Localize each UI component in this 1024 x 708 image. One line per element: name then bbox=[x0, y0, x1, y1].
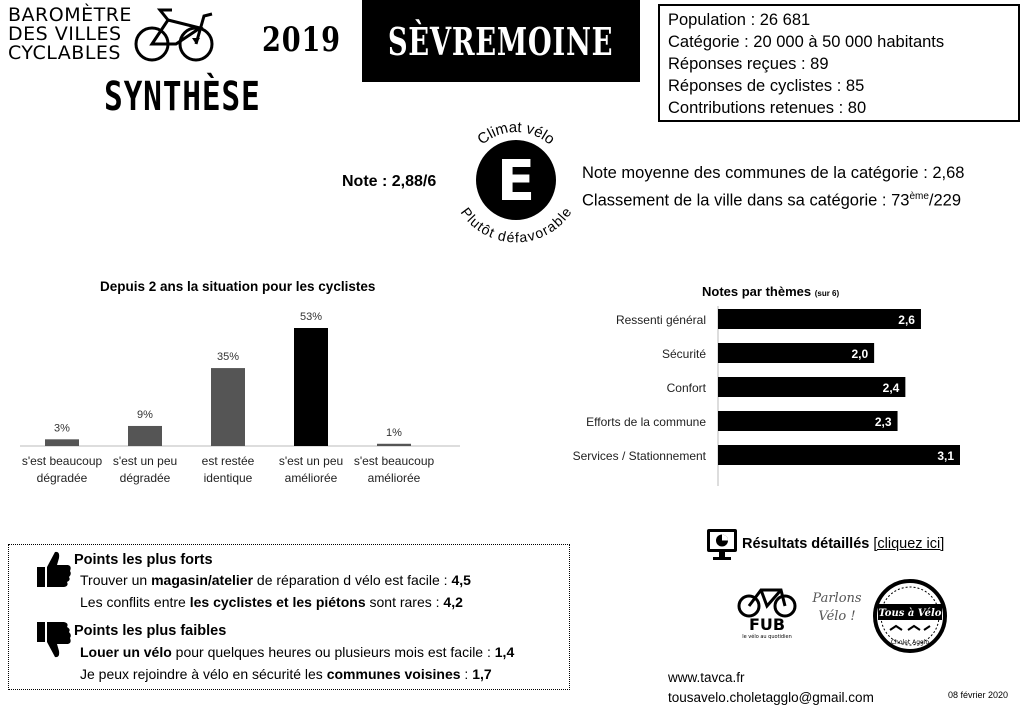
situation-bar bbox=[128, 426, 162, 446]
population: Population : 26 681 bbox=[668, 11, 811, 29]
logo-line-1: BAROMÈTRE bbox=[8, 4, 132, 26]
logo-line-2: DES VILLES bbox=[8, 23, 122, 45]
tous-a-velo-logo bbox=[872, 578, 948, 654]
theme-category-label: Efforts de la commune bbox=[586, 415, 706, 429]
thumbs-down-icon bbox=[34, 620, 72, 660]
strong-point-1 bbox=[80, 572, 471, 588]
weak-points-title: Points les plus faibles bbox=[74, 623, 227, 639]
situation-category-label: s'est un peu bbox=[278, 454, 344, 468]
strong-1-post: de réparation d vélo est facile : bbox=[253, 572, 452, 588]
year: 2019 bbox=[262, 20, 341, 60]
theme-category-label: Ressenti général bbox=[615, 313, 706, 327]
theme-bar bbox=[718, 377, 905, 397]
parlons-line-1: Parlons bbox=[812, 591, 862, 606]
theme-value-label: 2,3 bbox=[874, 415, 892, 429]
fub-logo bbox=[736, 586, 798, 640]
city-banner bbox=[362, 0, 640, 82]
weak-2-pre: Je peux rejoindre à vélo en sécurité les bbox=[80, 666, 327, 682]
contact-info bbox=[668, 668, 874, 708]
situation-category-label: dégradée bbox=[36, 471, 88, 485]
results-label: Résultats détaillés bbox=[742, 536, 870, 552]
themes-title-note: (sur 6) bbox=[814, 289, 840, 298]
weak-1-bold: Louer un vélo bbox=[80, 644, 172, 660]
grade-letter: E bbox=[496, 149, 536, 214]
situation-value-label: 35% bbox=[216, 351, 240, 364]
weak-2-score: 1,7 bbox=[472, 666, 492, 682]
situation-chart-title: Depuis 2 ans la situation pour les cyclistes bbox=[100, 279, 376, 294]
strong-1-score: 4,5 bbox=[451, 572, 471, 588]
theme-category-label: Confort bbox=[666, 381, 706, 395]
rank-sup: ème bbox=[909, 191, 929, 202]
rank-suffix: /229 bbox=[928, 191, 962, 210]
situation-bar bbox=[377, 444, 411, 446]
situation-category-label: identique bbox=[203, 471, 253, 485]
monitor-chart-icon bbox=[706, 528, 738, 562]
city-name: SÈVREMOINE bbox=[388, 18, 614, 64]
theme-bar bbox=[718, 445, 960, 465]
strong-point-2 bbox=[80, 594, 463, 610]
situation-category-label: améliorée bbox=[284, 471, 338, 485]
weak-2-bold: communes voisines bbox=[326, 666, 461, 682]
strong-2-pre: Les conflits entre bbox=[80, 594, 190, 610]
situation-value-label: 53% bbox=[299, 311, 323, 323]
responses: Réponses reçues : 89 bbox=[668, 55, 829, 73]
cyclist-responses: Réponses de cyclistes : 85 bbox=[668, 77, 865, 95]
situation-value-label: 3% bbox=[54, 422, 70, 435]
tav-sub: Cholet Agglo bbox=[890, 639, 930, 646]
situation-bar bbox=[294, 328, 328, 446]
situation-category-label: s'est beaucoup bbox=[353, 454, 435, 468]
thumbs-up-icon bbox=[34, 549, 72, 589]
stats-box bbox=[658, 4, 1020, 122]
theme-value-label: 2,0 bbox=[851, 347, 869, 361]
situation-bar bbox=[211, 368, 245, 446]
logo-line-3: CYCLABLES bbox=[8, 42, 121, 64]
weak-2-post: : bbox=[460, 666, 473, 682]
bicycle-icon bbox=[132, 4, 216, 64]
contributions: Contributions retenues : 80 bbox=[668, 99, 867, 117]
situation-bar bbox=[45, 439, 79, 446]
rank-prefix: Classement de la ville dans sa catégorie : 73 bbox=[582, 191, 910, 210]
fub-sub: le vélo au quotidien bbox=[742, 634, 792, 640]
theme-value-label: 3,1 bbox=[937, 449, 954, 463]
publication-date: 08 février 2020 bbox=[948, 690, 1009, 700]
website-link[interactable]: www.tavca.fr bbox=[668, 670, 745, 685]
strong-1-bold: magasin/atelier bbox=[151, 572, 254, 588]
city-note: Note : 2,88/6 bbox=[342, 173, 437, 190]
themes-chart-title bbox=[702, 284, 839, 299]
parlons-line-2: Vélo ! bbox=[818, 609, 856, 624]
strong-points-title: Points les plus forts bbox=[74, 552, 213, 568]
situation-category-label: s'est beaucoup bbox=[21, 454, 103, 468]
synthese-title: SYNTHÈSE bbox=[104, 74, 261, 120]
weak-point-2 bbox=[80, 666, 492, 682]
weak-point-1 bbox=[80, 644, 514, 660]
theme-value-label: 2,4 bbox=[882, 381, 900, 395]
average-line: Note moyenne des communes de la catégorie : 2,68 bbox=[582, 164, 965, 182]
climate-top-label: Climat vélo bbox=[474, 118, 558, 149]
weak-1-post: pour quelques heures ou plusieurs mois est facile : bbox=[171, 644, 495, 660]
results-link[interactable]: [cliquez ici] bbox=[873, 536, 945, 552]
parlons-velo-logo bbox=[806, 590, 868, 638]
category-average bbox=[582, 162, 964, 213]
category: Catégorie : 20 000 à 50 000 habitants bbox=[668, 33, 945, 51]
climate-bottom-label: Plutôt défavorable bbox=[457, 204, 575, 246]
themes-title-text: Notes par thèmes bbox=[702, 284, 812, 299]
weak-1-score: 1,4 bbox=[494, 644, 515, 660]
detailed-results bbox=[742, 536, 944, 552]
tav-text: Tous à Vélo bbox=[878, 608, 942, 619]
situation-category-label: est restée bbox=[201, 454, 255, 468]
situation-category-label: améliorée bbox=[367, 471, 421, 485]
situation-category-label: dégradée bbox=[119, 471, 171, 485]
strong-2-post: sont rares : bbox=[365, 594, 444, 610]
situation-category-label: s'est un peu bbox=[112, 454, 178, 468]
email-link[interactable]: tousavelo.choletagglo@gmail.com bbox=[668, 690, 874, 705]
strong-2-score: 4,2 bbox=[443, 594, 463, 610]
theme-category-label: Services / Stationnement bbox=[572, 449, 706, 463]
theme-bar bbox=[718, 411, 898, 431]
theme-value-label: 2,6 bbox=[898, 313, 915, 327]
situation-value-label: 1% bbox=[386, 426, 402, 439]
situation-value-label: 9% bbox=[137, 408, 153, 421]
fub-text: FUB bbox=[748, 615, 786, 634]
themes-chart bbox=[540, 306, 980, 486]
situation-chart bbox=[20, 296, 460, 496]
strong-1-pre: Trouver un bbox=[80, 572, 152, 588]
barometre-logo-text bbox=[8, 6, 132, 63]
theme-category-label: Sécurité bbox=[661, 347, 706, 361]
theme-bar bbox=[718, 309, 921, 329]
rank-line bbox=[582, 185, 964, 213]
strong-2-bold: les cyclistes et les piétons bbox=[189, 594, 366, 610]
climate-badge bbox=[444, 108, 588, 252]
